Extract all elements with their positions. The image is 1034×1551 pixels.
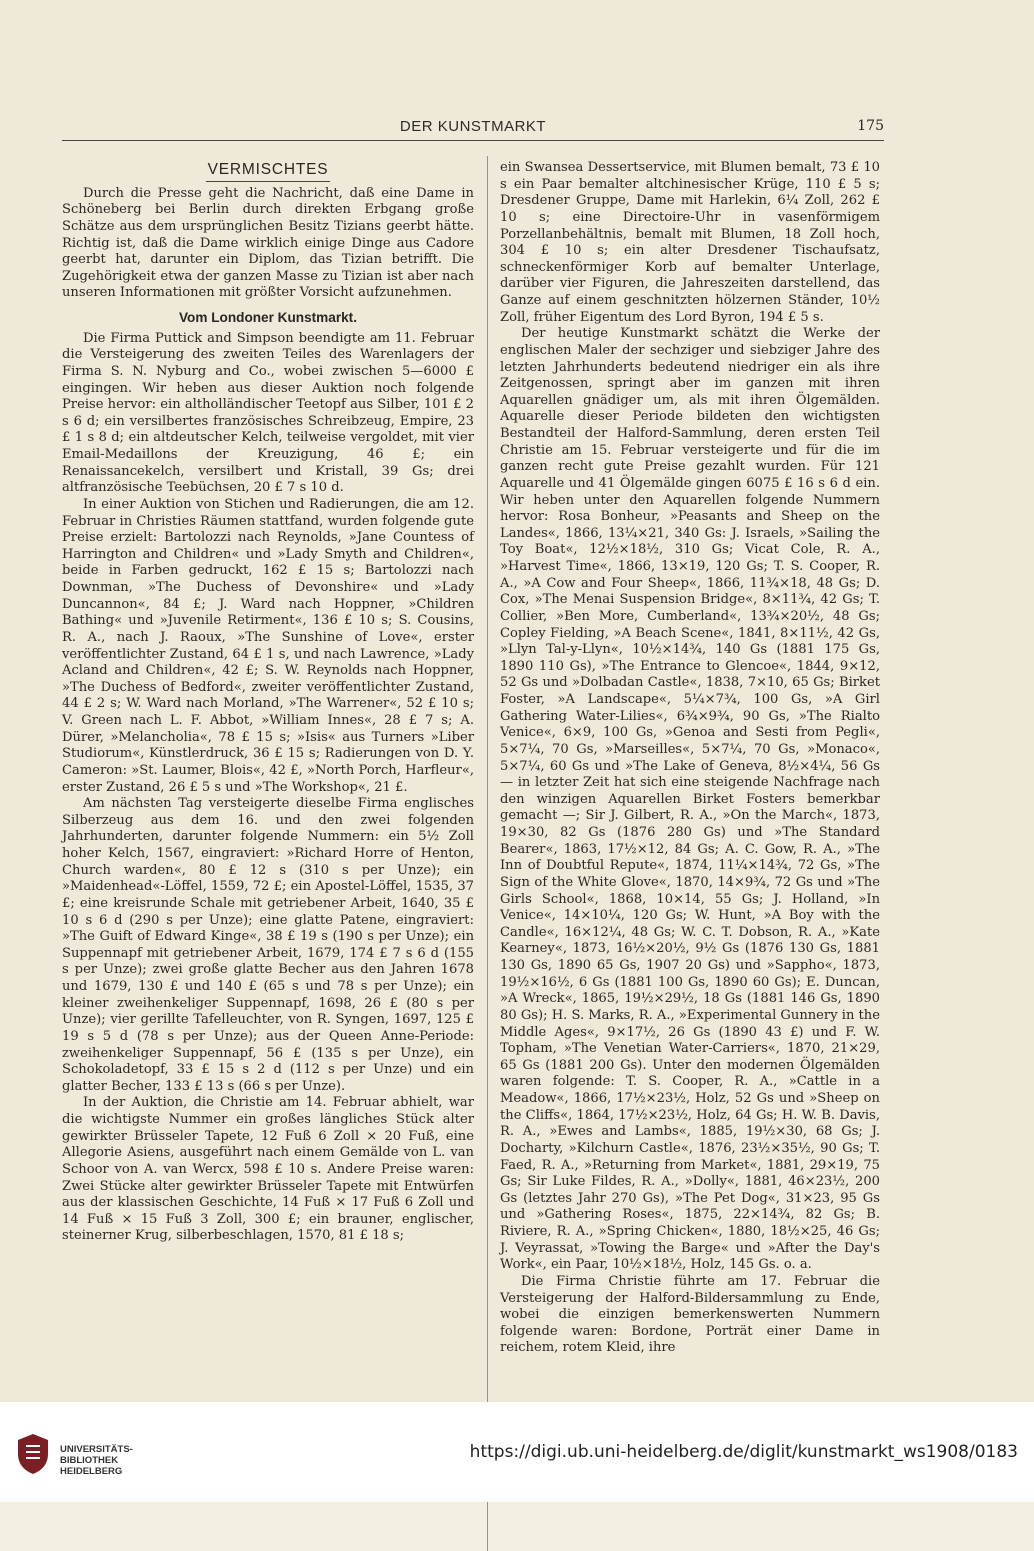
library-name: UNIVERSITÄTS- BIBLIOTHEK HEIDELBERG — [60, 1444, 133, 1477]
right-column — [500, 160, 880, 1357]
page-number: 175 — [857, 118, 884, 134]
intro-paragraph: Durch die Presse geht die Nachricht, daß eine Dame in Schöneberg bei Berlin durch direkten Erbgang große Schätze aus dem ursprünglichen Besitz Tizians geerbt hätte. Richtig ist, daß die Dame wirklich einige Dinge aus Cadore geerbt hat, darunter ein Diplom, das Tizian betrifft. Die Zugehörigkeit etwa der ganzen Masse zu Tizian ist aber nach unseren Informationen mit größter Vorsicht aufzunehmen. — [62, 185, 474, 301]
paragraph: Der heutige Kunstmarkt schätzt die Werke der englischen Maler der sechziger und siebziger Jahre des letzten Jahrhunderts bedeutend niedriger ein als ihre Zeitgenossen, springt aber im ganzen mit ihren Aquarellen gnädiger um, als mit ihren Ölgemälden. Aquarelle dieser Periode bildeten den wichtigsten Bestandteil der Halford-Sammlung, deren ersten Teil Christie am 15. Februar versteigerte und für die im ganzen recht gute Preise gezahlt wurden. Für 121 Aquarelle und 41 Ölgemälde gingen 6075 £ 16 s 6 d ein. Wir heben unter den Aquarellen folgende Nummern hervor: Rosa Bonheur, »Peasants and Sheep on the Landes«, 1866, 13¼×21, 340 Gs: J. Israels, »Sailing the Toy Boat«, 12½×18½, 310 Gs; Vicat Cole, R. A., »Harvest Time«, 1866, 13×19, 120 Gs; T. S. Cooper, R. A., »A Cow and Four Sheep«, 1866, 11¾×18, 48 Gs; D. Cox, »The Menai Suspension Bridge«, 8×11¾, 42 Gs; T. Collier, »Ben More, Cumberland«, 13¾×20½, 48 Gs; Copley Fielding, »A Beach Scene«, 1841, 8×11½, 42 Gs, »Llyn Tal-y-Llyn«, 10½×14¾, 140 Gs (1881 175 Gs, 1890 110 Gs), »The Entrance to Glencoe«, 1844, 9×12, 52 Gs und »Dolbadan Castle«, 1838, 7×10, 65 Gs; Birket Foster, »A Landscape«, 5¼×7¾, 100 Gs, »A Girl Gathering Water-Lilies«, 6¾×9¾, 90 Gs, »The Rialto Venice«, 6×9, 100 Gs, »Genoa and Sesti from Pegli«, 5×7¼, 70 Gs, »Marseilles«, 5×7¼, 70 Gs, »Monaco«, 5×7¼, 60 Gs und »The Lake of Geneva, 8½×4¼, 56 Gs — in letzter Zeit hat sich eine steigende Nachfrage nach den winzigen Aquarellen Birket Fosters bemerkbar gemacht —; Sir J. Gilbert, R. A., »On the March«, 1873, 19×30, 82 Gs (1876 280 Gs) und »The Standard Bearer«, 1863, 17½×12, 84 Gs; A. C. Gow, R. A., »The Inn of Doubtful Repute«, 1874, 11¼×14¾, 72 Gs, »The Sign of the White Glove«, 1870, 14×9¾, 72 Gs und »The Girls School«, 1868, 10×14, 55 Gs; J. Holland, »In Venice«, 14×10¼, 120 Gs; W. Hunt, »A Boy with the Candle«, 16×12¼, 48 Gs; W. C. T. Dobson, R. A., »Kate Kearney«, 1873, 16½×20½, 9½ Gs (1876 130 Gs, 1881 130 Gs, 1890 65 Gs, 1907 20 Gs) und »Sappho«, 1873, 19½×16½, 6 Gs (1881 100 Gs, 1890 60 Gs); E. Duncan, »A Wreck«, 1865, 19½×29½, 18 Gs (1881 146 Gs, 1890 80 Gs); H. S. Marks, R. A., »Experimental Gunnery in the Middle Ages«, 9×17½, 26 Gs (1890 43 £) und F. W. Topham, »The Venetian Water-Carriers«, 1870, 21×29, 65 Gs (1881 200 Gs). Unter den modernen Ölgemälden waren folgende: T. S. Cooper, R. A., »Cattle in a Meadow«, 1866, 17½×23½, Holz, 52 Gs und »Sheep on the Cliffs«, 1864, 17½×23½, Holz, 64 Gs; H. W. B. Davis, R. A., »Ewes and Lambs«, 1885, 19½×30, 68 Gs; J. Docharty, »Kilchurn Castle«, 1876, 23½×35½, 90 Gs; T. Faed, R. A., »Returning from Market«, 1881, 29×19, 75 Gs; Sir Luke Fildes, R. A., »Dolly«, 1881, 46×23½, 200 Gs (letztes Jahr 270 Gs), »The Pet Dog«, 31×23, 95 Gs und »Gathering Roses«, 1875, 22×14¾, 82 Gs; B. Riviere, R. A., »Spring Chicken«, 1880, 18½×25, 46 Gs; J. Veyrassat, »Towing the Barge« und »After the Day's Work«, ein Paar, 10½×18½, Holz, 145 Gs. o. a. — [500, 326, 880, 1273]
paragraph: In der Auktion, die Christie am 14. Februar abhielt, war die wichtigste Nummer ein großes längliches Stück alter gewirkter Brüsseler Tapete, 12 Fuß 6 Zoll × 20 Fuß, eine Allegorie Asiens, ausgeführt nach einem Gemälde von L. van Schoor von A. van Wercx, 598 £ 10 s. Andere Preise waren: Zwei Stücke alter gewirkter Brüsseler Tapete mit Entwürfen aus der klassischen Geschichte, 14 Fuß × 17 Fuß 6 Zoll und 14 Fuß × 15 Fuß 3 Zoll, 300 £; ein brauner, englischer, steinerner Krug, silberbeschlagen, 1570, 81 £ 18 s; — [62, 1095, 474, 1244]
viewer-footer — [0, 1402, 1034, 1502]
paragraph: Die Firma Puttick and Simpson beendigte am 11. Februar die Versteigerung des zweiten Teiles des Warenlagers der Firma S. N. Nyburg and Co., wobei zwischen 5—6000 £ eingingen. Wir heben aus dieser Auktion noch folgende Preise hervor: ein altholländischer Teetopf aus Silber, 101 £ 2 s 6 d; ein versilbertes französisches Schreibzeug, Empire, 23 £ 1 s 8 d; ein altdeutscher Kelch, teilweise vergoldet, mit vier Email-Medaillons der Kreuzigung, 46 £; ein Renaissancekelch, versilbert und Kristall, 39 Gs; drei altfranzösische Teebüchsen, 20 £ 7 s 10 d. — [62, 330, 474, 496]
paragraph: ein Swansea Dessertservice, mit Blumen bemalt, 73 £ 10 s ein Paar bemalter altchinesischer Krüge, 110 £ 5 s; Dresdener Gruppe, Dame mit Harlekin, 6¼ Zoll, 262 £ 10 s; eine Directoire-Uhr in vasenförmigem Porzellanbehältnis, bemalt mit Blumen, 18 Zoll hoch, 304 £ 10 s; ein alter Dresdener Tischaufsatz, schneckenförmiger Korb auf bemalter Unterlage, darüber vier Figuren, die Jahreszeiten darstellend, das Ganze auf einem geschnitzten hölzernen Ständer, 10½ Zoll, früher Eigentum des Lord Byron, 194 £ 5 s. — [500, 160, 880, 325]
left-column — [62, 160, 474, 1245]
paragraph: Die Firma Christie führte am 17. Februar die Versteigerung der Halford-Bildersammlung zu Ende, wobei die einzigen bemerkenswerten Nummern folgende waren: Bordone, Porträt einer Dame in reichem, rotem Kleid, ihre — [500, 1273, 880, 1356]
subsection-title: Vom Londoner Kunstmarkt. — [179, 310, 357, 325]
paragraph: Am nächsten Tag versteigerte dieselbe Firma englisches Silberzeug aus dem 16. und den zwei folgenden Jahrhunderten, darunter folgende Nummern: ein 5½ Zoll hoher Kelch, 1567, eingraviert: »Richard Horre of Henton, Church warden«, 80 £ 12 s (310 s per Unze); ein »Maidenhead«-Löffel, 1559, 72 £; ein Apostel-Löffel, 1535, 37 £; eine kreisrunde Schale mit getriebener Arbeit, 1640, 35 £ 10 s 6 d (290 s per Unze); eine glatte Patene, eingraviert: »The Guift of Edward Kinge«, 38 £ 19 s (190 s per Unze); ein Suppennapf mit getriebener Arbeit, 1679, 174 £ 7 s 6 d (155 s per Unze); zwei große glatte Becher aus den Jahren 1678 und 1679, 130 £ und 140 £ (65 s und 78 s per Unze); ein kleiner zweihenkeliger Suppennapf, 1698, 26 £ (80 s per Unze); vier gerillte Tafelleuchter, von R. Syngen, 1697, 125 £ 19 s 5 d (78 s per Unze); aus der Queen Anne-Periode: zweihenkeliger Suppennapf, 56 £ (135 s per Unze), ein Schokoladetopf, 33 £ 15 s 2 d (112 s per Unze) und ein glatter Becher, 133 £ 13 s (66 s per Unze). — [62, 796, 474, 1094]
running-header — [62, 118, 884, 141]
university-library-logo-icon — [14, 1432, 52, 1476]
section-title: VERMISCHTES — [62, 162, 474, 182]
column-divider — [487, 156, 488, 1551]
permalink-url[interactable]: https://digi.ub.uni-heidelberg.de/diglit/kunstmarkt_ws1908/0183 — [469, 1442, 1018, 1462]
running-title: DER KUNSTMARKT — [399, 118, 547, 135]
paragraph: In einer Auktion von Stichen und Radierungen, die am 12. Februar in Christies Räumen stattfand, wurden folgende gute Preise erzielt: Bartolozzi nach Reynolds, »Jane Countess of Harrington and Children« und »Lady Smyth and Children«, beide in Farben gedruckt, 162 £ 15 s; Bartolozzi nach Downman, »The Duchess of Devonshire« und »Lady Duncannon«, 84 £; J. Ward nach Hoppner, »Children Bathing« und »Juvenile Retirment«, 136 £ 10 s; S. Cousins, R. A., nach J. Raoux, »The Sunshine of Love«, erster veröffentlichter Zustand, 64 £ 1 s, und nach Lawrence, »Lady Acland and Children«, 42 £; S. W. Reynolds nach Hoppner, »The Duchess of Bedford«, zweiter veröffentlichter Zustand, 44 £ 2 s; W. Ward nach Morland, »The Warrener«, 52 £ 10 s; V. Green nach L. F. Abbot, »William Innes«, 28 £ 7 s; A. Dürer, »Melancholia«, 78 £ 15 s; »Isis« aus Turners »Liber Studiorum«, Künstlerdruck, 36 £ 15 s; Radierungen von D. Y. Cameron: »St. Laumer, Blois«, 42 £, »North Porch, Harfleur«, erster Zustand, 26 £ 5 s und »The Workshop«, 21 £. — [62, 496, 474, 795]
